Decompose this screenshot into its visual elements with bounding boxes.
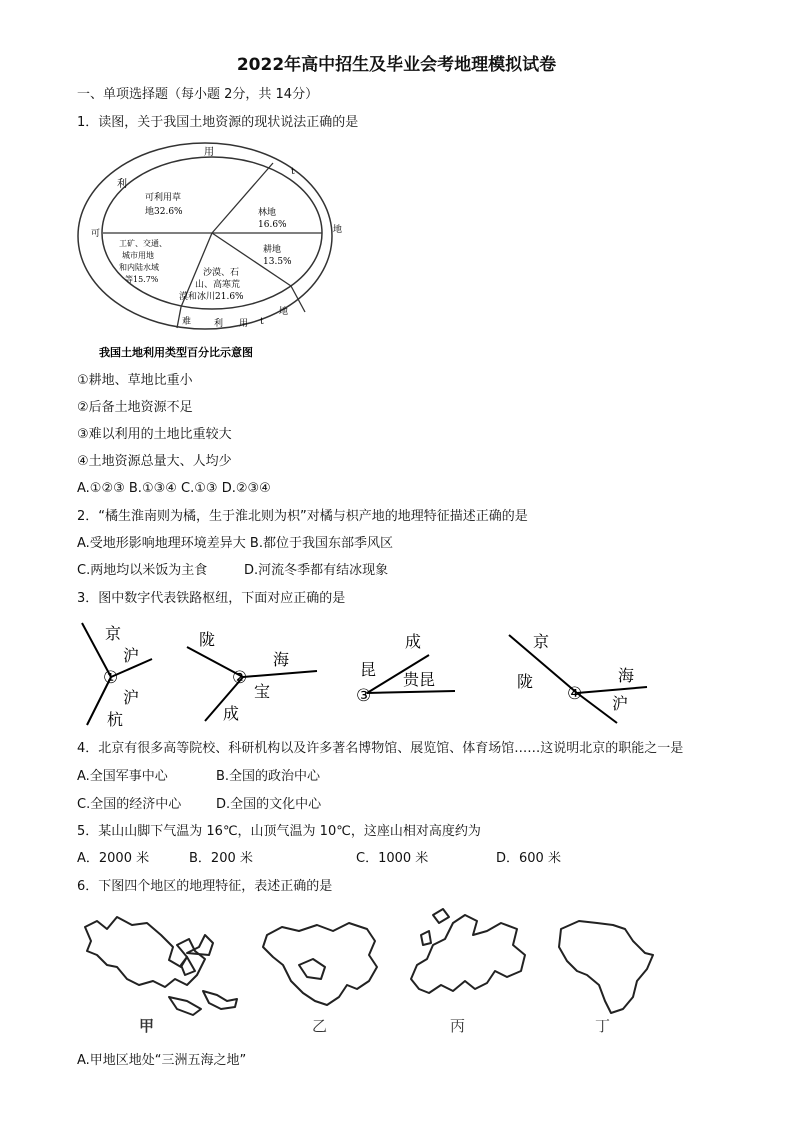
hub-1-number: ① [103, 668, 119, 688]
sector-grass-line1: 可利用草 [145, 193, 182, 203]
ring-label-top: 用 [204, 147, 214, 158]
sector-desert-line3: 漠和冰川21.6% [179, 292, 244, 302]
hub-2-diagram [187, 630, 317, 723]
ring-label-bottom-3: 用 [239, 319, 249, 329]
map-bing-europe [411, 909, 525, 993]
q3-stem: 3．图中数字代表铁路枢纽，下面对应正确的是 [77, 591, 346, 606]
map-label-ding: 丁 [595, 1017, 611, 1035]
q6-option-a: A.甲地区地处“三洲五海之地” [77, 1053, 247, 1068]
figure-caption: 我国土地利用类型百分比示意图 [99, 346, 253, 359]
ring-label-top-right: t [291, 167, 295, 177]
hub-2-label-bao: 宝 [254, 682, 271, 701]
hub-1-label-hang: 杭 [107, 710, 124, 729]
ring-label-right: 地 [333, 225, 343, 235]
railway-hubs-figure [77, 615, 677, 730]
q5-option-b: B．200 米 [189, 851, 253, 866]
q4-stem: 4．北京有很多高等院校、科研机构以及许多著名博物馆、展览馆、体育场馆……这说明北京的职能之一是 [77, 741, 684, 756]
hub-4-diagram [509, 632, 647, 723]
hub-4-label-long: 陇 [517, 672, 534, 691]
hub-1-diagram [82, 623, 152, 729]
regions-maps-figure [77, 905, 677, 1040]
ring-label-bottom-1: 难 [182, 317, 192, 327]
ring-label-left-2: 可 [91, 229, 101, 239]
sector-desert-line1: 沙漠、石 [203, 268, 240, 278]
q4-option-a: A.全国军事中心 [77, 769, 168, 784]
hub-2-label-hai: 海 [273, 650, 290, 669]
hub-1-label-jing: 京 [105, 624, 122, 643]
q1-option-4: ④土地资源总量大、人均少 [77, 454, 232, 469]
q4-option-c: C.全国的经济中心 [77, 797, 182, 812]
hub-3-label-guikun: 贵昆 [403, 670, 436, 689]
hub-4-label-hai: 海 [618, 666, 635, 685]
q2-stem: 2．“橘生淮南则为橘，生于淮北则为枳”对橘与枳产地的地理特征描述正确的是 [77, 509, 528, 524]
section-heading: 一、单项选择题（每小题 2分，共 14分） [77, 87, 319, 102]
sector-urban-line3: 和内陆水域 [119, 263, 159, 272]
q2-option-c: C.两地均以米饭为主食 [77, 563, 208, 578]
q4-option-b: B.全国的政治中心 [216, 769, 321, 784]
map-jia-southeast-asia [85, 917, 237, 1015]
q2-option-ab: A.受地形影响地理环境差异大 B.都位于我国东部季风区 [77, 536, 393, 551]
q5-option-c: C．1000 米 [356, 851, 429, 866]
sector-grass-line2: 地32.6% [145, 207, 183, 217]
hub-1-label-hu-1: 沪 [123, 646, 140, 665]
hub-2-label-cheng: 成 [223, 704, 240, 723]
hub-4-label-jing: 京 [533, 632, 550, 651]
ring-label-bottom-4: t [260, 317, 264, 327]
q1-option-1: ①耕地、草地比重小 [77, 373, 193, 388]
q1-option-3: ③难以利用的土地比重较大 [77, 427, 232, 442]
hub-3-label-cheng: 成 [405, 632, 422, 651]
map-yi-middle-east [263, 923, 377, 1005]
hub-3-label-kun: 昆 [360, 660, 377, 679]
q6-stem: 6．下图四个地区的地理特征，表述正确的是 [77, 879, 333, 894]
q5-stem: 5．某山山脚下气温为 16℃，山顶气温为 10℃，这座山相对高度约为 [77, 824, 481, 839]
ring-label-left: 利 [117, 179, 127, 190]
map-ding-africa [559, 921, 653, 1013]
q1-answer-choices: A.①②③ B.①③④ C.①③ D.②③④ [77, 481, 271, 496]
hub-4-number: ④ [567, 684, 583, 704]
sector-forest-line1: 林地 [258, 208, 277, 218]
sector-forest-line2: 16.6% [258, 220, 287, 230]
sector-farm-line2: 13.5% [263, 257, 292, 267]
hub-3-diagram [356, 632, 455, 706]
map-label-yi: 乙 [312, 1017, 328, 1035]
sector-desert-line2: 山、高寒荒 [195, 280, 241, 290]
hub-3-number: ③ [356, 686, 372, 706]
q5-option-d: D．600 米 [496, 851, 561, 866]
q1-stem: 1．读图，关于我国土地资源的现状说法正确的是 [77, 115, 359, 130]
map-label-jia: 甲 [139, 1017, 155, 1035]
q2-option-d: D.河流冬季都有结冰现象 [244, 563, 389, 578]
sector-urban-line2: 城市用地 [122, 251, 154, 260]
page-title: 2022年高中招生及毕业会考地理模拟试卷 [236, 55, 557, 75]
hub-2-label-long: 陇 [199, 630, 216, 649]
sector-farm-line1: 耕地 [263, 245, 282, 255]
q5-option-a: A．2000 米 [77, 851, 150, 866]
q4-option-d: D.全国的文化中心 [216, 797, 322, 812]
hub-1-label-hu-2: 沪 [123, 688, 140, 707]
ring-label-bottom-2: 利 [214, 319, 224, 329]
q1-option-2: ②后备土地资源不足 [77, 400, 193, 415]
hub-4-label-hu: 沪 [612, 694, 629, 713]
sector-urban-line4: 等15.7% [125, 275, 159, 284]
map-label-bing: 丙 [450, 1017, 466, 1035]
land-use-pie-figure [77, 140, 347, 370]
ring-label-bottom-5: 地 [279, 307, 289, 317]
sector-urban-line1: 工矿、交通、 [119, 239, 167, 248]
hub-2-number: ② [232, 668, 248, 688]
